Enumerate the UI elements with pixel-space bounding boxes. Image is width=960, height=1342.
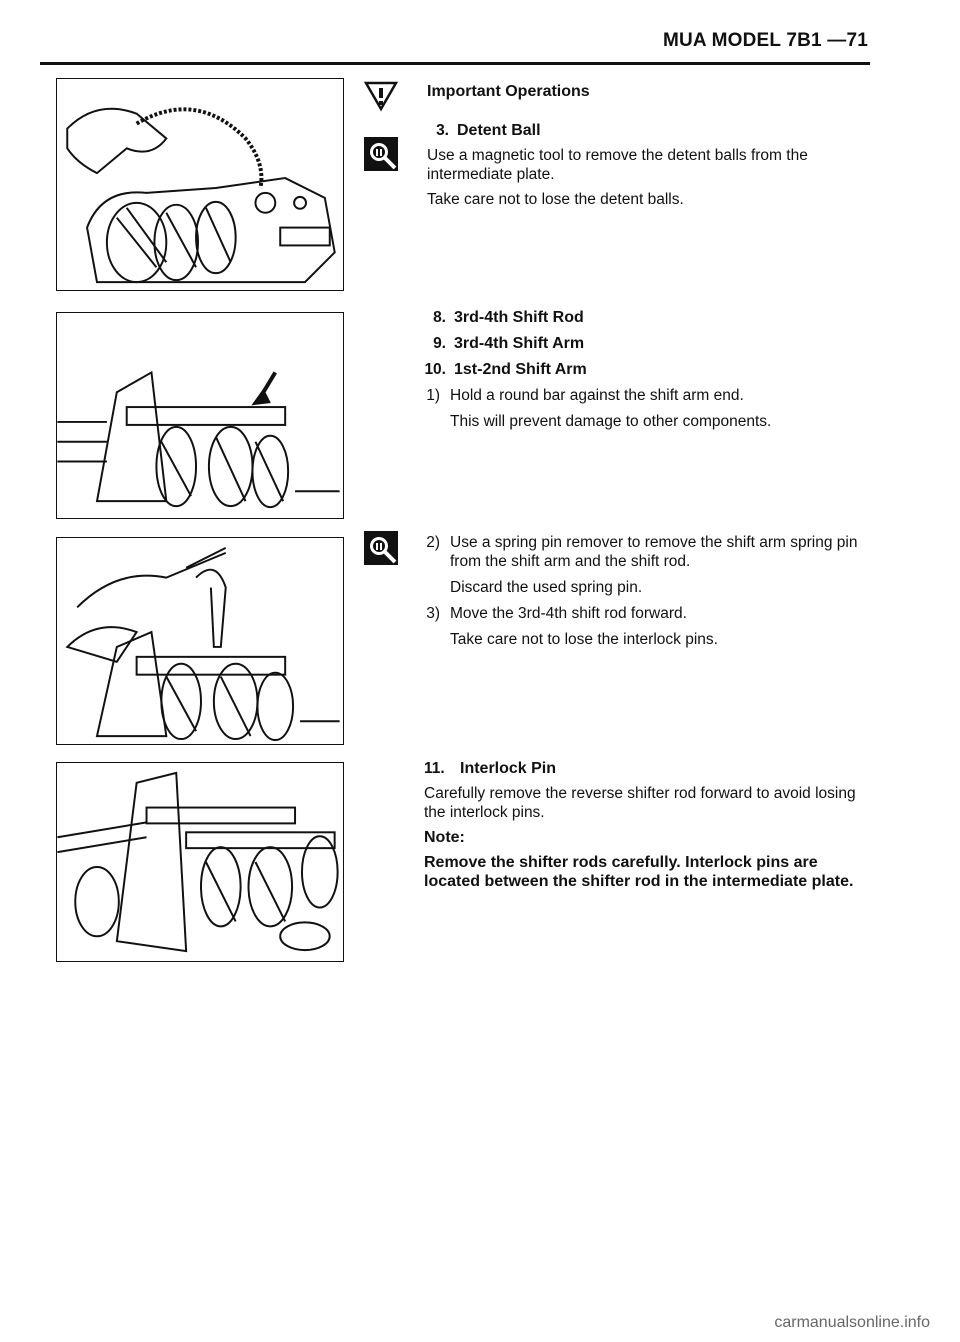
section-detent-ball [427,82,877,209]
interlock-pin-illustration [57,763,343,961]
important-operations-heading: Important Operations [427,83,590,100]
item-detent-ball: 3. Detent Ball [436,122,541,139]
item-11: 11. Interlock Pin [424,760,557,777]
section-interlock-pin [424,759,876,891]
item-9: 9. 3rd-4th Shift Arm [433,335,585,352]
step-1-note: This will prevent damage to other components. [450,413,772,430]
figure-magnetic-tool [56,78,344,291]
step-3-note: Take care not to lose the interlock pins. [450,631,718,648]
round-bar-illustration [57,313,343,518]
header-rule [40,62,870,65]
step-2-note: Discard the used spring pin. [450,579,643,596]
figure-interlock-pin [56,762,344,962]
magnifier-inspect-icon [364,531,398,570]
item-8: 8. 3rd-4th Shift Rod [433,309,584,326]
detent-paragraph-2: Take care not to lose the detent balls. [427,191,684,208]
note-label: Note: [424,829,465,846]
figure-round-bar [56,312,344,519]
section-spring-pin [410,533,872,649]
section-shift-arms [410,308,860,431]
magnifier-inspect-icon [364,137,398,176]
warning-triangle-icon [364,80,398,117]
item-10: 10. 1st-2nd Shift Arm [424,361,587,378]
note-text: Remove the shifter rods carefully. Interlock pins are located between the shifter rod in the intermediate plate. [424,854,854,890]
page-title: MUA MODEL 7B1 —71 [662,30,868,51]
step-2: 2) Use a spring pin remover to remove the shift arm spring pin from the shift arm and the shift rod. [426,534,858,570]
step-3: 3) Move the 3rd-4th shift rod forward. [426,605,687,622]
watermark: carmanualsonline.info [774,1314,930,1331]
spring-pin-remover-illustration [57,538,343,744]
magnetic-tool-illustration [57,79,343,290]
detent-paragraph-1: Use a magnetic tool to remove the detent balls from the intermediate plate. [427,147,808,183]
step-1: 1) Hold a round bar against the shift arm end. [426,387,744,404]
figure-spring-pin-remover [56,537,344,745]
interlock-paragraph: Carefully remove the reverse shifter rod forward to avoid losing the interlock pins. [424,785,856,821]
